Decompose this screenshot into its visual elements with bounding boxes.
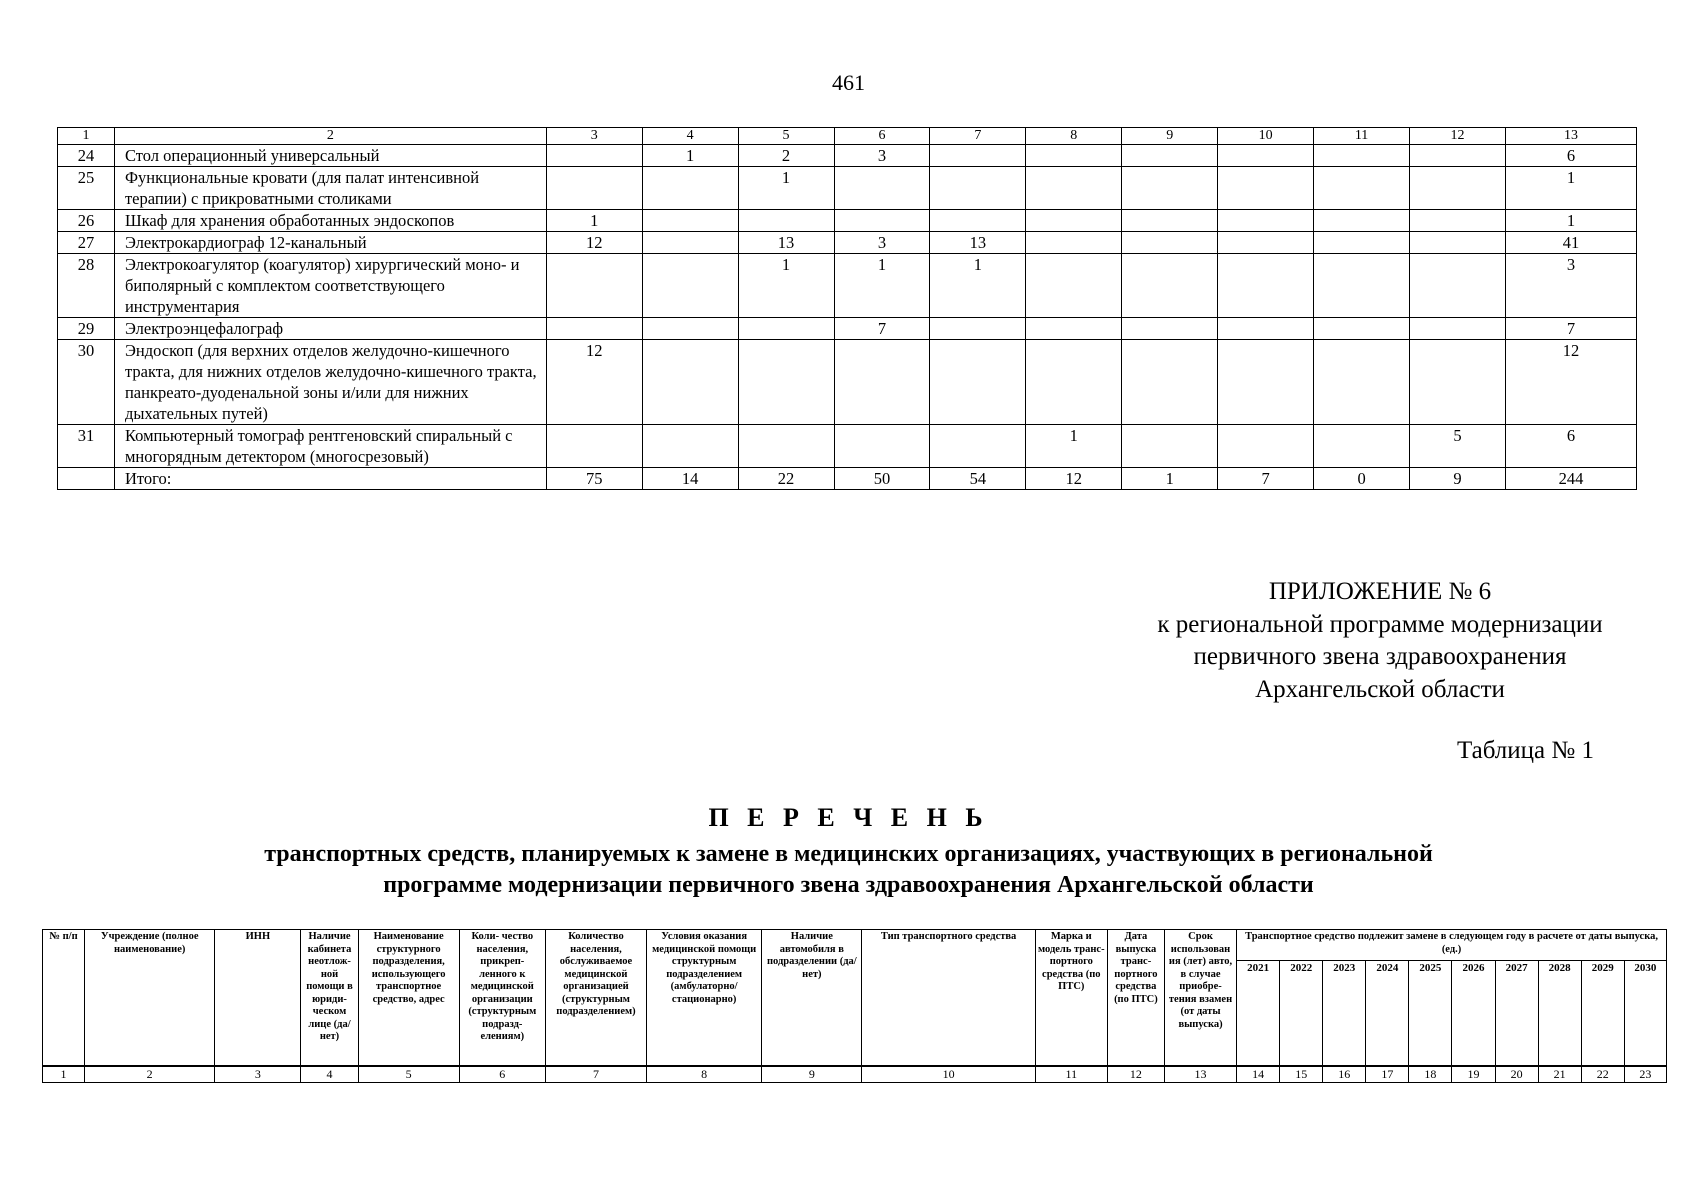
equipment-name-cell: Стол операционный универсальный: [114, 145, 546, 167]
column-number: 1: [58, 128, 115, 145]
quantity-cell: 6: [1505, 425, 1636, 468]
appendix-title: ПРИЛОЖЕНИЕ № 6: [1268, 578, 1492, 605]
quantity-cell: [1218, 254, 1314, 318]
total-row: [58, 468, 1637, 490]
row-number-cell: 27: [58, 232, 115, 254]
column-number: 16: [1323, 1066, 1366, 1083]
quantity-cell: [546, 167, 642, 210]
header-replacement-year: Транспортное средство подлежит замене в следующем году в расчете от даты выпуска, (ед.): [1237, 930, 1667, 961]
quantity-cell: [1218, 232, 1314, 254]
quantity-cell: [930, 340, 1026, 425]
quantity-cell: [1122, 425, 1218, 468]
year-header: 2023: [1323, 961, 1366, 1066]
quantity-cell: [738, 340, 834, 425]
quantity-cell: [1314, 167, 1410, 210]
quantity-cell: 5: [1410, 425, 1506, 468]
quantity-cell: 1: [1026, 425, 1122, 468]
column-number: 14: [1237, 1066, 1280, 1083]
subtitle-line: транспортных средств, планируемых к замене в медицинских организациях, участвующих в региональной: [264, 841, 1433, 867]
header-vehicle-availability: Наличие автомобиля в подразделении (да/нет): [762, 930, 862, 1066]
quantity-cell: [1026, 210, 1122, 232]
equipment-name-cell: Шкаф для хранения обработанных эндоскопов: [114, 210, 546, 232]
quantity-cell: [738, 210, 834, 232]
equipment-row: [58, 425, 1637, 468]
year-header: 2026: [1452, 961, 1495, 1066]
row-number-cell: 29: [58, 318, 115, 340]
header-institution: Учреждение (полное наименование): [85, 930, 215, 1066]
quantity-cell: 7: [834, 318, 930, 340]
quantity-cell: [1314, 232, 1410, 254]
column-number: 9: [762, 1066, 862, 1083]
quantity-cell: [1314, 340, 1410, 425]
equipment-name-cell: Электрокоагулятор (коагулятор) хирургический моно- и биполярный с комплектом соответствующего инструментария: [114, 254, 546, 318]
header-brand-model: Марка и модель транс- портного средства (по ПТС): [1035, 930, 1107, 1066]
total-cell: 7: [1218, 468, 1314, 490]
quantity-cell: [642, 425, 738, 468]
row-number-cell: 26: [58, 210, 115, 232]
quantity-cell: [1218, 318, 1314, 340]
row-number-cell: 25: [58, 167, 115, 210]
quantity-cell: [1218, 145, 1314, 167]
quantity-cell: [834, 425, 930, 468]
equipment-row: [58, 210, 1637, 232]
appendix-line: Архангельской области: [1255, 675, 1505, 703]
table-label: Таблица № 1: [1456, 737, 1594, 764]
equipment-row: [58, 318, 1637, 340]
quantity-cell: [1122, 210, 1218, 232]
subtitle-line: программе модернизации первичного звена здравоохранения Архангельской области: [383, 872, 1314, 898]
column-number: 2: [85, 1066, 215, 1083]
quantity-cell: 6: [1505, 145, 1636, 167]
quantity-cell: [1122, 318, 1218, 340]
year-header: 2027: [1495, 961, 1538, 1066]
quantity-cell: [1218, 167, 1314, 210]
quantity-cell: 1: [546, 210, 642, 232]
quantity-cell: [930, 425, 1026, 468]
column-number: 4: [642, 128, 738, 145]
quantity-cell: [1026, 232, 1122, 254]
equipment-row: [58, 232, 1637, 254]
year-header: 2029: [1581, 961, 1624, 1066]
quantity-cell: [1410, 167, 1506, 210]
quantity-cell: [1122, 254, 1218, 318]
row-number-cell: 31: [58, 425, 115, 468]
year-header: 2030: [1624, 961, 1666, 1066]
quantity-cell: [546, 425, 642, 468]
quantity-cell: 1: [1505, 210, 1636, 232]
quantity-cell: 3: [834, 145, 930, 167]
page-number: 461: [832, 70, 865, 95]
column-number: 8: [647, 1066, 762, 1083]
quantity-cell: [1026, 167, 1122, 210]
quantity-cell: 1: [930, 254, 1026, 318]
year-header: 2022: [1280, 961, 1323, 1066]
quantity-cell: [642, 232, 738, 254]
total-cell: 12: [1026, 468, 1122, 490]
column-number: 6: [834, 128, 930, 145]
column-number: 4: [301, 1066, 358, 1083]
quantity-cell: [1122, 145, 1218, 167]
total-cell: 1: [1122, 468, 1218, 490]
appendix-heading: [1110, 576, 1650, 706]
column-number: 12: [1107, 1066, 1164, 1083]
quantity-cell: [642, 340, 738, 425]
quantity-cell: 1: [738, 254, 834, 318]
column-number: 2: [114, 128, 546, 145]
quantity-cell: [834, 210, 930, 232]
column-number: 13: [1505, 128, 1636, 145]
total-cell: 22: [738, 468, 834, 490]
column-number: 11: [1314, 128, 1410, 145]
quantity-cell: [1410, 210, 1506, 232]
quantity-cell: [930, 318, 1026, 340]
quantity-cell: [642, 167, 738, 210]
quantity-cell: [1314, 425, 1410, 468]
document-title: П Е Р Е Ч Е Н Ь: [708, 803, 989, 832]
equipment-row: [58, 167, 1637, 210]
transport-column-numbers: [43, 1066, 1667, 1083]
quantity-cell: [930, 145, 1026, 167]
column-number: 11: [1035, 1066, 1107, 1083]
column-number: 18: [1409, 1066, 1452, 1083]
header-emergency-room: Наличие кабинета неотлож- ной помощи в юриди- ческом лице (да/нет): [301, 930, 358, 1066]
column-number: 12: [1410, 128, 1506, 145]
quantity-cell: [1026, 145, 1122, 167]
quantity-cell: 12: [1505, 340, 1636, 425]
quantity-cell: [930, 167, 1026, 210]
equipment-row: [58, 340, 1637, 425]
year-header: 2021: [1237, 961, 1280, 1066]
quantity-cell: 13: [738, 232, 834, 254]
row-number-cell: 30: [58, 340, 115, 425]
quantity-cell: [642, 318, 738, 340]
total-cell: 244: [1505, 468, 1636, 490]
total-cell: 14: [642, 468, 738, 490]
appendix-line: первичного звена здравоохранения: [1193, 643, 1567, 670]
equipment-name-cell: Электроэнцефалограф: [114, 318, 546, 340]
column-number: 3: [546, 128, 642, 145]
quantity-cell: [1122, 167, 1218, 210]
quantity-cell: 7: [1505, 318, 1636, 340]
total-cell: 50: [834, 468, 930, 490]
quantity-cell: [1314, 318, 1410, 340]
quantity-cell: [834, 167, 930, 210]
quantity-cell: 12: [546, 232, 642, 254]
quantity-cell: 3: [834, 232, 930, 254]
total-number-cell: [58, 468, 115, 490]
total-cell: 0: [1314, 468, 1410, 490]
quantity-cell: [738, 425, 834, 468]
equipment-row: [58, 145, 1637, 167]
column-number: 8: [1026, 128, 1122, 145]
quantity-cell: [1026, 340, 1122, 425]
quantity-cell: [1026, 254, 1122, 318]
quantity-cell: 41: [1505, 232, 1636, 254]
column-number: 15: [1280, 1066, 1323, 1083]
quantity-cell: 12: [546, 340, 642, 425]
row-number-cell: 28: [58, 254, 115, 318]
quantity-cell: [834, 340, 930, 425]
quantity-cell: 1: [834, 254, 930, 318]
quantity-cell: [1314, 254, 1410, 318]
appendix-line: к региональной программе модернизации: [1157, 610, 1603, 638]
equipment-name-cell: Компьютерный томограф рентгеновский спиральный с многорядным детектором (многосрезовый): [114, 425, 546, 468]
quantity-cell: 1: [738, 167, 834, 210]
quantity-cell: [1410, 254, 1506, 318]
column-number: 10: [1218, 128, 1314, 145]
transport-table: [42, 929, 1667, 1083]
total-cell: 75: [546, 468, 642, 490]
column-number: 7: [930, 128, 1026, 145]
quantity-cell: [1122, 232, 1218, 254]
quantity-cell: [1218, 340, 1314, 425]
total-cell: 9: [1410, 468, 1506, 490]
column-number: 20: [1495, 1066, 1538, 1083]
equipment-name-cell: Эндоскоп (для верхних отделов желудочно-кишечного тракта, для нижних отделов желудочно-кишечного тракта, панкреато-дуоденальной зоны и/или для нижних дыхательных путей): [114, 340, 546, 425]
quantity-cell: [642, 254, 738, 318]
header-usage-period: Срок использован ия (лет) авто, в случае приобре- тения взамен (от даты выпуска): [1164, 930, 1236, 1066]
row-number-cell: 24: [58, 145, 115, 167]
equipment-name-cell: Электрокардиограф 12-канальный: [114, 232, 546, 254]
column-number: 5: [738, 128, 834, 145]
quantity-cell: [1410, 232, 1506, 254]
quantity-cell: [546, 145, 642, 167]
transport-header-row: [43, 930, 1667, 961]
document-subtitle: [100, 839, 1597, 901]
quantity-cell: 3: [1505, 254, 1636, 318]
column-number: 17: [1366, 1066, 1409, 1083]
column-number: 5: [358, 1066, 459, 1083]
header-number: № п/п: [43, 930, 85, 1066]
header-vehicle-type: Тип транспортного средства: [862, 930, 1035, 1066]
quantity-cell: [930, 210, 1026, 232]
column-number: 1: [43, 1066, 85, 1083]
year-header: 2028: [1538, 961, 1581, 1066]
quantity-cell: [546, 254, 642, 318]
header-release-date: Дата выпуска транс- портного средства (по ПТС): [1107, 930, 1164, 1066]
year-header: 2024: [1366, 961, 1409, 1066]
column-number: 6: [459, 1066, 545, 1083]
quantity-cell: [1122, 340, 1218, 425]
column-number: 13: [1164, 1066, 1236, 1083]
header-inn: ИНН: [215, 930, 301, 1066]
quantity-cell: 1: [642, 145, 738, 167]
header-subdivision: Наименование структурного подразделения, использующего транспортное средство, адрес: [358, 930, 459, 1066]
column-number: 7: [545, 1066, 646, 1083]
total-cell: 54: [930, 468, 1026, 490]
quantity-cell: [1410, 340, 1506, 425]
column-number: 23: [1624, 1066, 1666, 1083]
column-number: 10: [862, 1066, 1035, 1083]
quantity-cell: [642, 210, 738, 232]
year-header: 2025: [1409, 961, 1452, 1066]
equipment-name-cell: Функциональные кровати (для палат интенсивной терапии) с прикроватными столиками: [114, 167, 546, 210]
quantity-cell: [546, 318, 642, 340]
quantity-cell: 2: [738, 145, 834, 167]
column-number: 19: [1452, 1066, 1495, 1083]
equipment-row: [58, 254, 1637, 318]
equipment-table: [57, 127, 1637, 490]
quantity-cell: [1218, 425, 1314, 468]
quantity-cell: [1314, 145, 1410, 167]
quantity-cell: [1218, 210, 1314, 232]
header-served-population: Количество населения, обслуживаемое медицинской организацией (структурным подразделением): [545, 930, 646, 1066]
column-number: 3: [215, 1066, 301, 1083]
equipment-column-numbers: [58, 128, 1637, 145]
column-number: 22: [1581, 1066, 1624, 1083]
quantity-cell: [1410, 318, 1506, 340]
total-label: Итого:: [114, 468, 546, 490]
quantity-cell: 1: [1505, 167, 1636, 210]
quantity-cell: [738, 318, 834, 340]
header-care-conditions: Условия оказания медицинской помощи структурным подразделением (амбулаторно/ стационарно): [647, 930, 762, 1066]
quantity-cell: 13: [930, 232, 1026, 254]
column-number: 9: [1122, 128, 1218, 145]
quantity-cell: [1410, 145, 1506, 167]
quantity-cell: [1314, 210, 1410, 232]
column-number: 21: [1538, 1066, 1581, 1083]
header-attached-population: Коли- чество населения, прикреп- ленного к медицинской организации (структурным подразд- елениям): [459, 930, 545, 1066]
quantity-cell: [1026, 318, 1122, 340]
